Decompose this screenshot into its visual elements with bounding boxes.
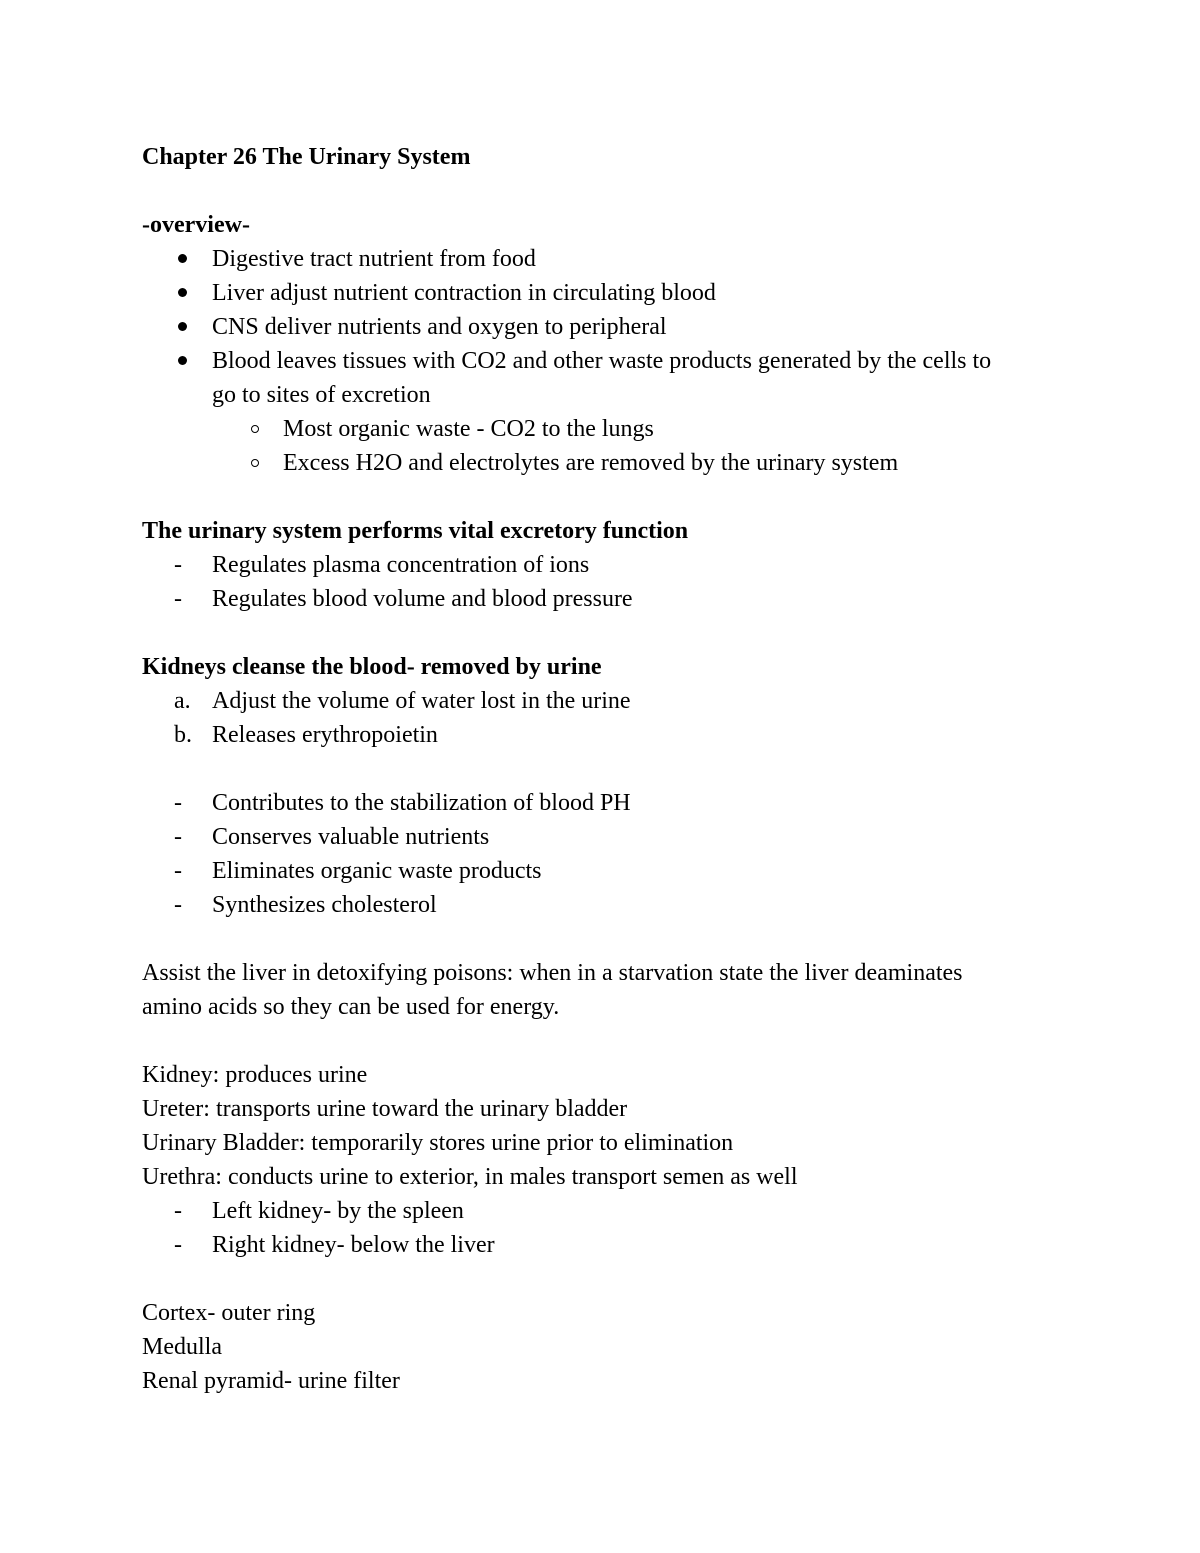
dash-marker: - (174, 1232, 182, 1258)
list-item-continuation: go to sites of excretion (212, 382, 431, 408)
dash-marker: - (174, 790, 182, 816)
dash-marker: - (174, 586, 182, 612)
overview-heading: -overview- (142, 212, 250, 238)
structure-line: Renal pyramid- urine filter (142, 1368, 400, 1394)
letter-marker: b. (174, 722, 192, 748)
list-item: a. Adjust the volume of water lost in the urine (142, 684, 1062, 718)
structure-line: Medulla (142, 1334, 222, 1360)
list-item: Digestive tract nutrient from food (212, 246, 536, 272)
list-item: - Regulates blood volume and blood pressure (142, 582, 1062, 616)
sub-list-item: Excess H2O and electrolytes are removed by the urinary system (283, 450, 899, 476)
list-item: Liver adjust nutrient contraction in circulating blood (212, 280, 716, 306)
list-item: - Synthesizes cholesterol (142, 888, 1062, 922)
organ-line: Urinary Bladder: temporarily stores urine prior to elimination (142, 1130, 734, 1156)
list-item: Blood leaves tissues with CO2 and other waste products generated by the cells to (212, 348, 992, 374)
structure-line: Cortex- outer ring (142, 1300, 316, 1326)
dash-marker: - (174, 892, 182, 918)
list-item: CNS deliver nutrients and oxygen to peripheral (212, 314, 667, 340)
list-item: - Regulates plasma concentration of ions (142, 548, 1062, 582)
dash-marker: - (174, 824, 182, 850)
liver-paragraph-line: amino acids so they can be used for energy. (142, 994, 560, 1020)
dash-marker: - (174, 858, 182, 884)
dash-marker: - (174, 1198, 182, 1224)
liver-paragraph-line: Assist the liver in detoxifying poisons: when in a starvation state the liver deaminates (142, 960, 963, 986)
list-item: - Contributes to the stabilization of blood PH (142, 786, 1062, 820)
list-item: b. Releases erythropoietin (142, 718, 1062, 752)
dash-marker: - (174, 552, 182, 578)
page-title: Chapter 26 The Urinary System (142, 144, 471, 170)
organ-line: Urethra: conducts urine to exterior, in males transport semen as well (142, 1164, 798, 1190)
letter-marker: a. (174, 688, 191, 714)
list-item: - Eliminates organic waste products (142, 854, 1062, 888)
list-item: - Right kidney- below the liver (142, 1228, 1062, 1262)
section-heading-kidneys: Kidneys cleanse the blood- removed by urine (142, 654, 602, 680)
list-item: - Conserves valuable nutrients (142, 820, 1062, 854)
list-item: - Left kidney- by the spleen (142, 1194, 1062, 1228)
document-body (142, 140, 1062, 1398)
sub-list-item: Most organic waste - CO2 to the lungs (283, 416, 654, 442)
organ-line: Ureter: transports urine toward the urinary bladder (142, 1096, 628, 1122)
organ-line: Kidney: produces urine (142, 1062, 368, 1088)
section-heading-excretory: The urinary system performs vital excretory function (142, 518, 689, 544)
